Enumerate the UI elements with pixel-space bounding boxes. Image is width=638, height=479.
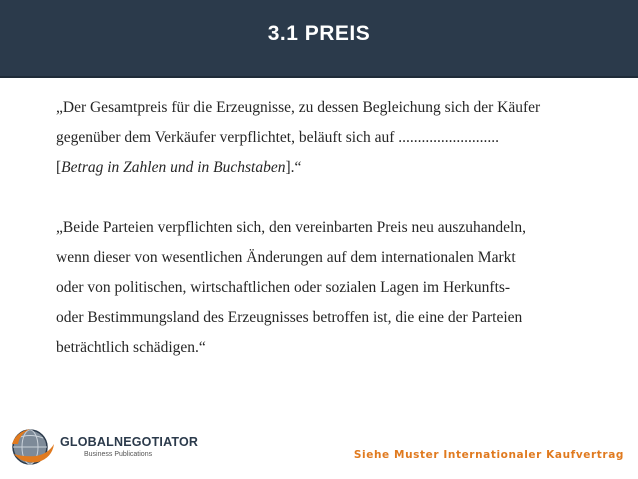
bracket-open: [ bbox=[56, 159, 62, 176]
text-line: oder Bestimmungsland des Erzeugnisses betroffen ist, die eine der Parteien bbox=[56, 309, 523, 326]
text-line: „Der Gesamtpreis für die Erzeugnisse, zu dessen Begleichung sich der Käufer bbox=[56, 99, 541, 116]
title-bar bbox=[0, 0, 638, 78]
text-line: oder von politischen, wirtschaftlichen oder sozialen Lagen im Herkunfts- bbox=[56, 279, 511, 296]
placeholder-text: Betrag in Zahlen und in Buchstaben bbox=[61, 159, 286, 176]
renegotiation-clause-paragraph bbox=[56, 213, 616, 363]
text-line bbox=[56, 153, 616, 183]
globe-logo-icon bbox=[8, 424, 56, 468]
text-line: „Beide Parteien verpflichten sich, den vereinbarten Preis neu auszuhandeln, bbox=[56, 219, 526, 236]
price-clause-paragraph bbox=[56, 93, 616, 183]
sample-contract-link[interactable]: Siehe Muster Internationaler Kaufvertrag bbox=[353, 449, 624, 461]
text-line: wenn dieser von wesentlichen Änderungen auf dem internationalen Markt bbox=[56, 249, 516, 266]
content-area bbox=[56, 93, 616, 363]
company-logo[interactable] bbox=[8, 424, 208, 468]
page-title: 3.1 PREIS bbox=[267, 22, 371, 45]
logo-subtitle: Business Publications bbox=[84, 451, 153, 458]
bracket-close: ].“ bbox=[285, 159, 302, 176]
logo-name: GLOBALNEGOTIATOR bbox=[60, 435, 199, 449]
text-line: gegenüber dem Verkäufer verpflichtet, beläuft sich auf .......................... bbox=[56, 129, 500, 146]
text-line: beträchtlich schädigen.“ bbox=[56, 339, 206, 356]
